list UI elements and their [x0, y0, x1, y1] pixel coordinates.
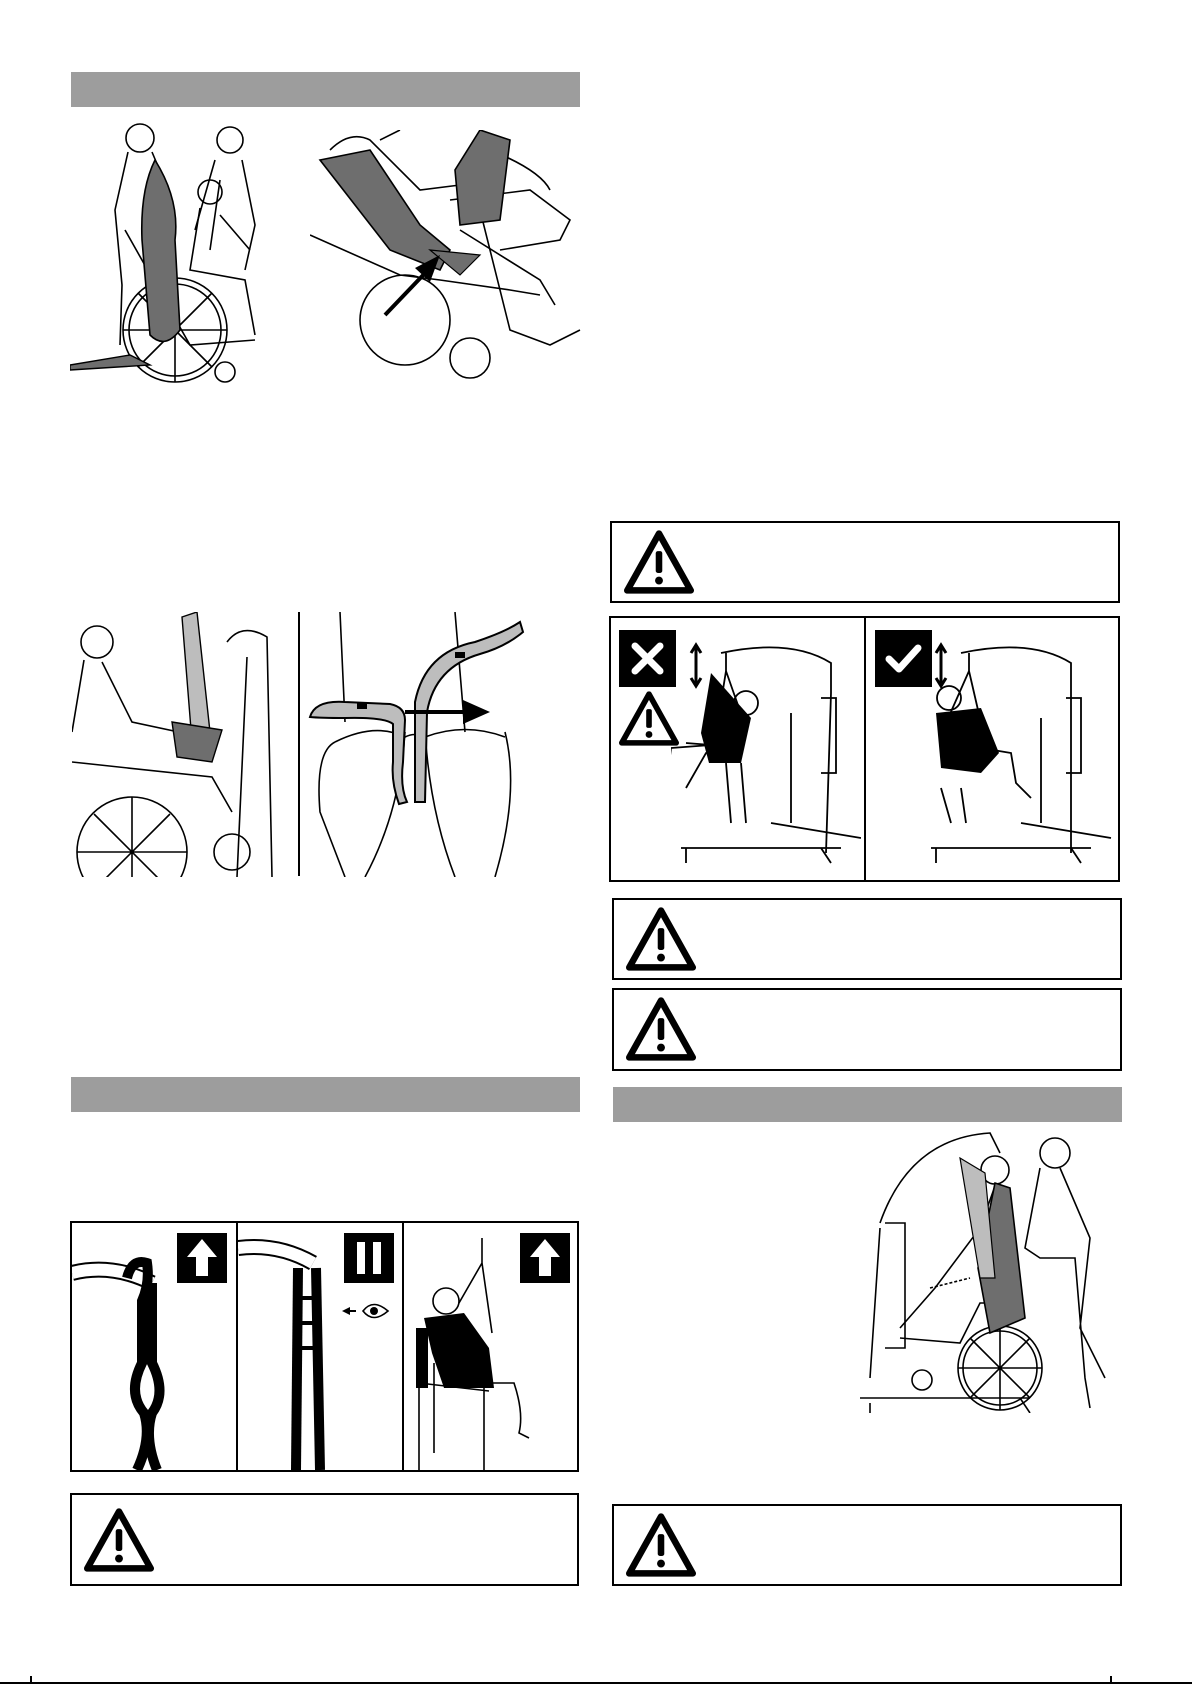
warning-triangle-icon: [626, 1513, 696, 1577]
strap-loop-lift-illustration: [72, 1223, 236, 1470]
leg-strap-crossing-arrow-illustration: [305, 612, 535, 877]
warning-box: [612, 988, 1122, 1071]
section-header-bar-middle: [71, 1077, 580, 1112]
strap-check-panel: [70, 1221, 579, 1472]
figure-divider: [298, 612, 300, 876]
pause-eye-icon: [344, 1233, 394, 1283]
caregivers-placing-sling-illustration: [70, 120, 280, 395]
warning-triangle-icon: [624, 530, 694, 594]
strap-tension-check-illustration: [238, 1223, 402, 1470]
up-arrow-icon: [177, 1233, 227, 1283]
incorrect-lift-position-illustration: [671, 623, 861, 878]
patient-lift-wheelchair-illustration: [860, 1128, 1122, 1413]
footer-tick-left: [30, 1676, 32, 1684]
panel-divider: [864, 618, 866, 880]
section-header-bar-top: [71, 72, 580, 107]
section-header-bar-right: [613, 1087, 1122, 1122]
warning-box: [612, 898, 1122, 980]
correct-lift-position-illustration: [921, 623, 1116, 878]
warning-box: [70, 1493, 579, 1586]
cross-icon: [619, 630, 676, 687]
warning-box: [612, 1504, 1122, 1586]
sling-leg-piece-arrow-illustration: [310, 130, 585, 380]
footer-tick-right: [1110, 1676, 1112, 1684]
page-footer-rule: [0, 1682, 1192, 1684]
warning-triangle-icon: [84, 1508, 154, 1572]
lift-comparison-panel: [609, 616, 1120, 882]
warning-triangle-icon: [619, 691, 679, 746]
warning-box: [610, 521, 1120, 603]
seated-patient-sling-straps-illustration: [72, 612, 297, 877]
up-arrow-icon: [520, 1233, 570, 1283]
warning-triangle-icon: [626, 907, 696, 971]
seated-sling-lift-illustration: [404, 1223, 579, 1470]
warning-triangle-icon: [626, 997, 696, 1061]
